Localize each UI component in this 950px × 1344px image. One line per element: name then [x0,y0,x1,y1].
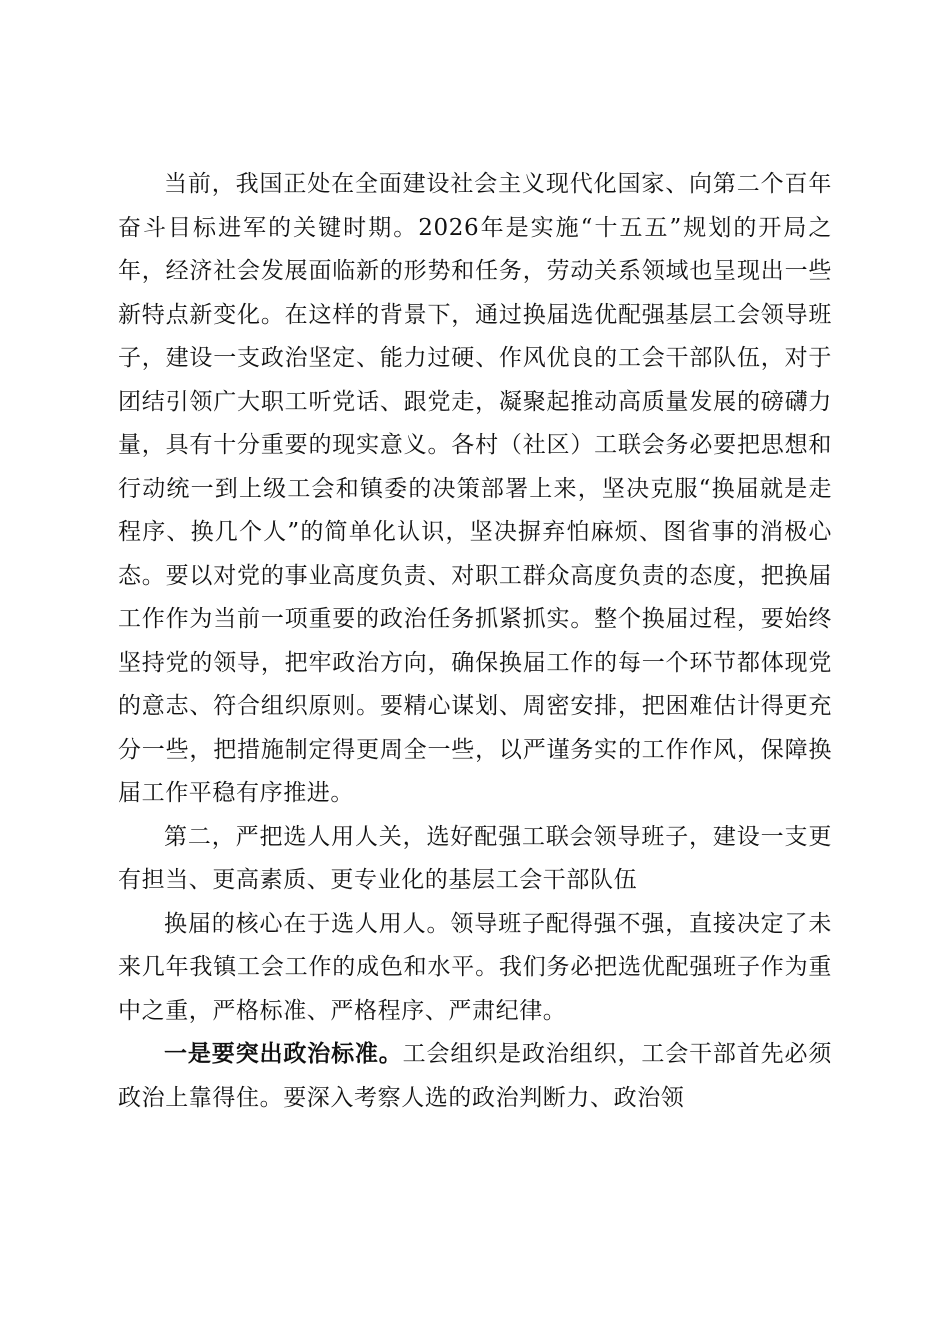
paragraph-text: 当前，我国正处在全面建设社会主义现代化国家、向第二个百年奋斗目标进军的关键时期。2026年是实施“十五五”规划的开局之年，经济社会发展面临新的形势和任务，劳动关系领域也呈现出一些新特点新变化。在这样的背景下，通过换届选优配强基层工会领导班子，建设一支政治坚定、能力过硬、作风优良的工会干部队伍，对于团结引领广大职工听党话、跟党走，凝聚起推动高质量发展的磅礴力量，具有十分重要的现实意义。各村（社区）工联会务必要把思想和行动统一到上级工会和镇委的决策部署上来，坚决克服“换届就是走程序、换几个人”的简单化认识，坚决摒弃怕麻烦、图省事的消极心态。要以对党的事业高度负责、对职工群众高度负责的态度，把换届工作作为当前一项重要的政治任务抓紧抓实。整个换届过程，要始终坚持党的领导，把牢政治方向，确保换届工作的每一个环节都体现党的意志、符合组织原则。要精心谋划、周密安排，把困难估计得更充分一些，把措施制定得更周全一些，以严谨务实的工作作风，保障换届工作平稳有序推进。 [118,171,832,806]
document-body [118,163,832,1120]
paragraph-political-standard [118,1033,832,1120]
paragraph-text: 第二，严把选人用人关，选好配强工联会领导班子，建设一支更有担当、更高素质、更专业化的基层工会干部队伍 [118,823,832,893]
paragraph-text: 工会组织是政治组织，工会干部首先必须政治上靠得住。要深入考察人选的政治判断力、政治领 [118,1041,832,1111]
paragraph-bold-lead: 一是要突出政治标准。 [164,1041,403,1067]
paragraph-core [118,903,832,1034]
paragraph-intro [118,163,832,816]
paragraph-section-heading [118,816,832,903]
paragraph-text: 换届的核心在于选人用人。领导班子配得强不强，直接决定了未来几年我镇工会工作的成色和水平。我们务必把选优配强班子作为重中之重，严格标准、严格程序、严肃纪律。 [118,910,832,1024]
